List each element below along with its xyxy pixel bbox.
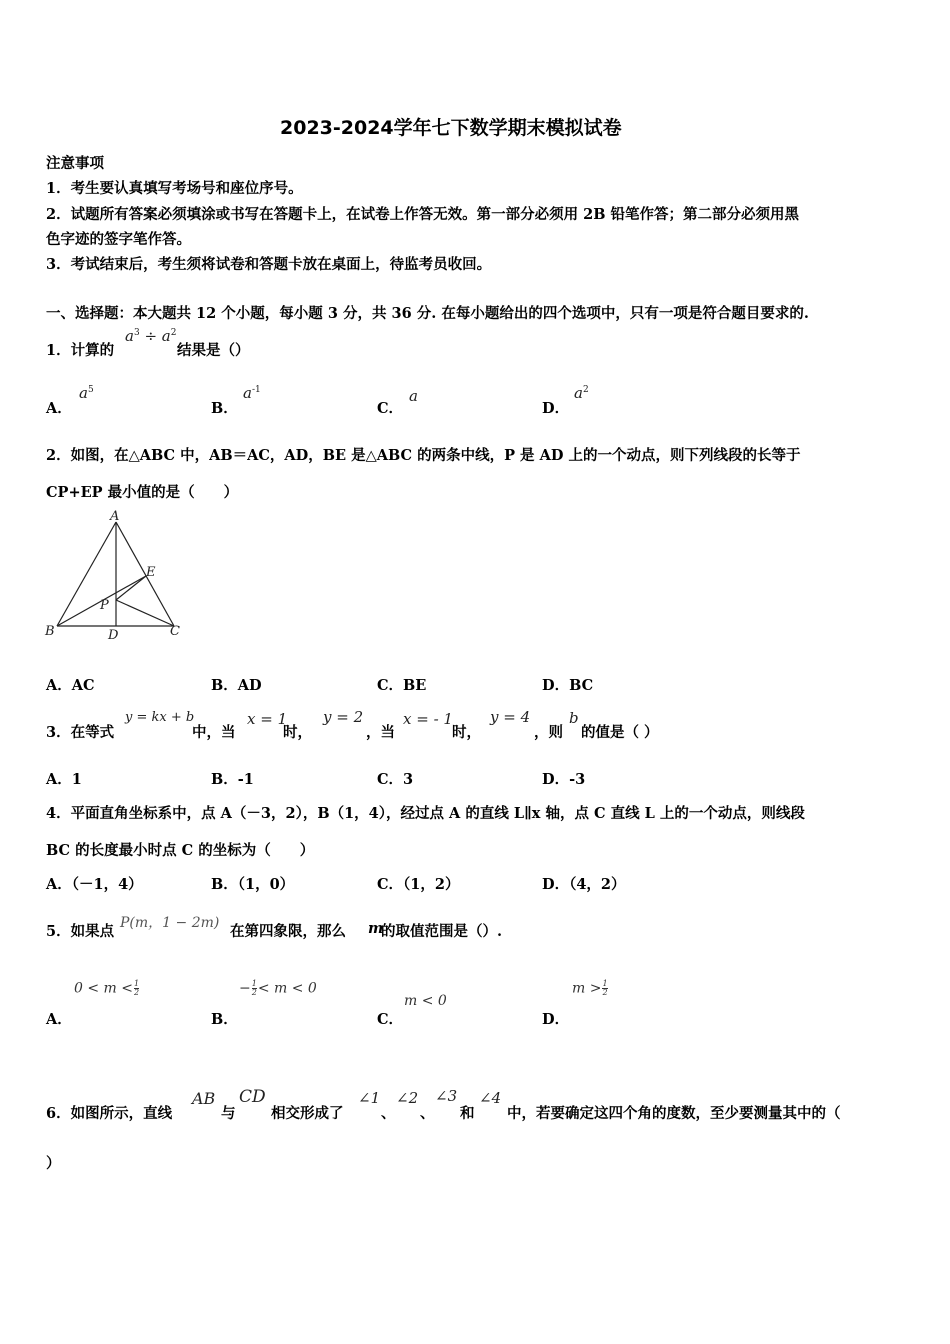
- notice-item-3: 3．考试结束后，考生须将试卷和答题卡放在桌面上，待监考员收回。: [46, 256, 492, 273]
- q5-option-c-label: C．: [377, 1011, 404, 1028]
- q5-option-d-value: m > $\frac{1}{2}$: [572, 979, 608, 997]
- q2-option-c: C．BE: [377, 677, 427, 694]
- q5-option-b-label: B．: [211, 1011, 238, 1028]
- q6-angle-2: ∠2: [396, 1089, 419, 1107]
- q1-option-a-value: $a^5$: [79, 384, 94, 402]
- q1-option-c-label: C．: [377, 400, 404, 417]
- notice-item-2: 2．试题所有答案必须填涂或书写在答题卡上，在试卷上作答无效。第一部分必须用 2B 铅笔作答；第二部分必须用黑: [46, 206, 800, 223]
- section-heading: 一、选择题：本大题共 12 个小题，每小题 3 分，共 36 分. 在每小题给出的四个选项中，只有一项是符合题目要求的.: [46, 305, 809, 322]
- q3-text-4: 时，: [452, 724, 481, 741]
- q3-y1: y = 2: [323, 708, 364, 726]
- q4-option-a: A．（－1，4）: [46, 876, 143, 893]
- q3-text-6: 的值是（ ）: [581, 724, 659, 741]
- label-e: E: [146, 565, 156, 580]
- q1-expression: $a^3 \div a^2$: [125, 327, 177, 345]
- q6-sep-2: 、: [420, 1105, 435, 1122]
- q1-option-b-label: B．: [211, 400, 238, 417]
- q2-option-b: B．AD: [211, 677, 262, 694]
- q1-option-c-value: a: [409, 387, 418, 405]
- q5-point: P(m，1 − 2m): [120, 915, 220, 931]
- q3-text-5: ，则: [534, 724, 563, 741]
- q6-sep-1: 、: [381, 1105, 396, 1122]
- q4-option-c: C．（1，2）: [377, 876, 460, 893]
- q4-line2: BC 的长度最小时点 C 的坐标为（ ）: [46, 842, 315, 859]
- q3-text-3: ，当: [366, 724, 395, 741]
- q2-line2: CP+EP 最小值的是（ ）: [46, 484, 239, 501]
- q1-option-d-value: $a^2$: [574, 384, 589, 402]
- notice-item-2-cont: 色字迹的签字笔作答。: [46, 231, 191, 248]
- q3-x1: x = 1: [247, 710, 288, 728]
- notice-item-1: 1．考生要认真填写考场号和座位序号。: [46, 180, 303, 197]
- label-d: D: [108, 628, 119, 643]
- notice-heading: 注意事项: [46, 155, 104, 172]
- page-title: 2023-2024学年七下数学期末模拟试卷: [280, 117, 622, 139]
- q5-suffix-a: 在第四象限，那么: [230, 923, 346, 940]
- q3-option-d: D．-3: [542, 771, 586, 788]
- q5-option-a-value: 0 < m < $\frac{1}{2}$: [74, 979, 140, 997]
- segment-pe: [116, 576, 146, 600]
- q3-equation: y = kx + b: [125, 710, 195, 725]
- q5-option-b-value: − $\frac{1}{2}$ < m < 0: [239, 979, 317, 997]
- q6-text-4: 中，若要确定这四个角的度数，至少要测量其中的（: [507, 1105, 841, 1122]
- q1-option-d-label: D．: [542, 400, 570, 417]
- q5-prefix: 5．如果点: [46, 923, 115, 940]
- q2-line1: 2．如图，在△ABC 中，AB＝AC，AD，BE 是△ABC 的两条中线，P 是 AD 上的一个动点，则下列线段的长等于: [46, 447, 801, 464]
- q4-option-d: D．（4，2）: [542, 876, 626, 893]
- q5-suffix-b: 的取值范围是（）.: [381, 923, 503, 940]
- label-c: C: [170, 624, 180, 639]
- q6-angle-3: ∠3: [435, 1087, 458, 1105]
- q6-angle-4: ∠4: [479, 1089, 502, 1107]
- q6-angle-1: ∠1: [358, 1089, 381, 1107]
- q6-text-1: 与: [221, 1105, 236, 1122]
- edge-ac: [116, 522, 174, 626]
- q5-option-a-label: A．: [46, 1011, 72, 1028]
- q1-suffix: 结果是（）: [177, 342, 250, 359]
- q1-option-a-label: A．: [46, 400, 72, 417]
- q6-prefix: 6．如图所示，直线: [46, 1105, 173, 1122]
- q6-text-2: 相交形成了: [271, 1105, 344, 1122]
- q2-option-d: D．BC: [542, 677, 594, 694]
- label-b: B: [45, 624, 55, 639]
- q4-option-b: B．（1，0）: [211, 876, 295, 893]
- q2-option-a: A．AC: [46, 677, 95, 694]
- q3-text-1: 中，当: [192, 724, 236, 741]
- q5-option-d-label: D．: [542, 1011, 570, 1028]
- q3-option-a: A．1: [46, 771, 82, 788]
- q5-option-c-value: m < 0: [404, 993, 447, 1009]
- label-p: P: [100, 598, 109, 613]
- label-a: A: [110, 509, 120, 524]
- q6-ab: AB: [192, 1089, 216, 1108]
- q6-line2: ）: [46, 1155, 61, 1172]
- q4-line1: 4．平面直角坐标系中，点 A（－3，2），B（1，4），经过点 A 的直线 L∥x 轴，点 C 直线 L 上的一个动点，则线段: [46, 805, 805, 822]
- q3-text-2: 时，: [283, 724, 312, 741]
- q3-y2: y = 4: [490, 708, 531, 726]
- segment-pc: [116, 600, 174, 626]
- q6-cd: CD: [239, 1087, 266, 1107]
- q1-prefix: 1．计算的: [46, 342, 115, 359]
- q3-b: b: [569, 709, 579, 727]
- q3-option-c: C．3: [377, 771, 414, 788]
- q1-option-b-value: $a^{-1}$: [243, 384, 261, 402]
- q3-prefix: 3．在等式: [46, 724, 115, 741]
- q5-m: m: [368, 920, 384, 937]
- q2-triangle-figure: [40, 508, 190, 648]
- q6-text-3: 和: [460, 1105, 475, 1122]
- q3-option-b: B．-1: [211, 771, 254, 788]
- q3-x2: x = - 1: [403, 710, 453, 728]
